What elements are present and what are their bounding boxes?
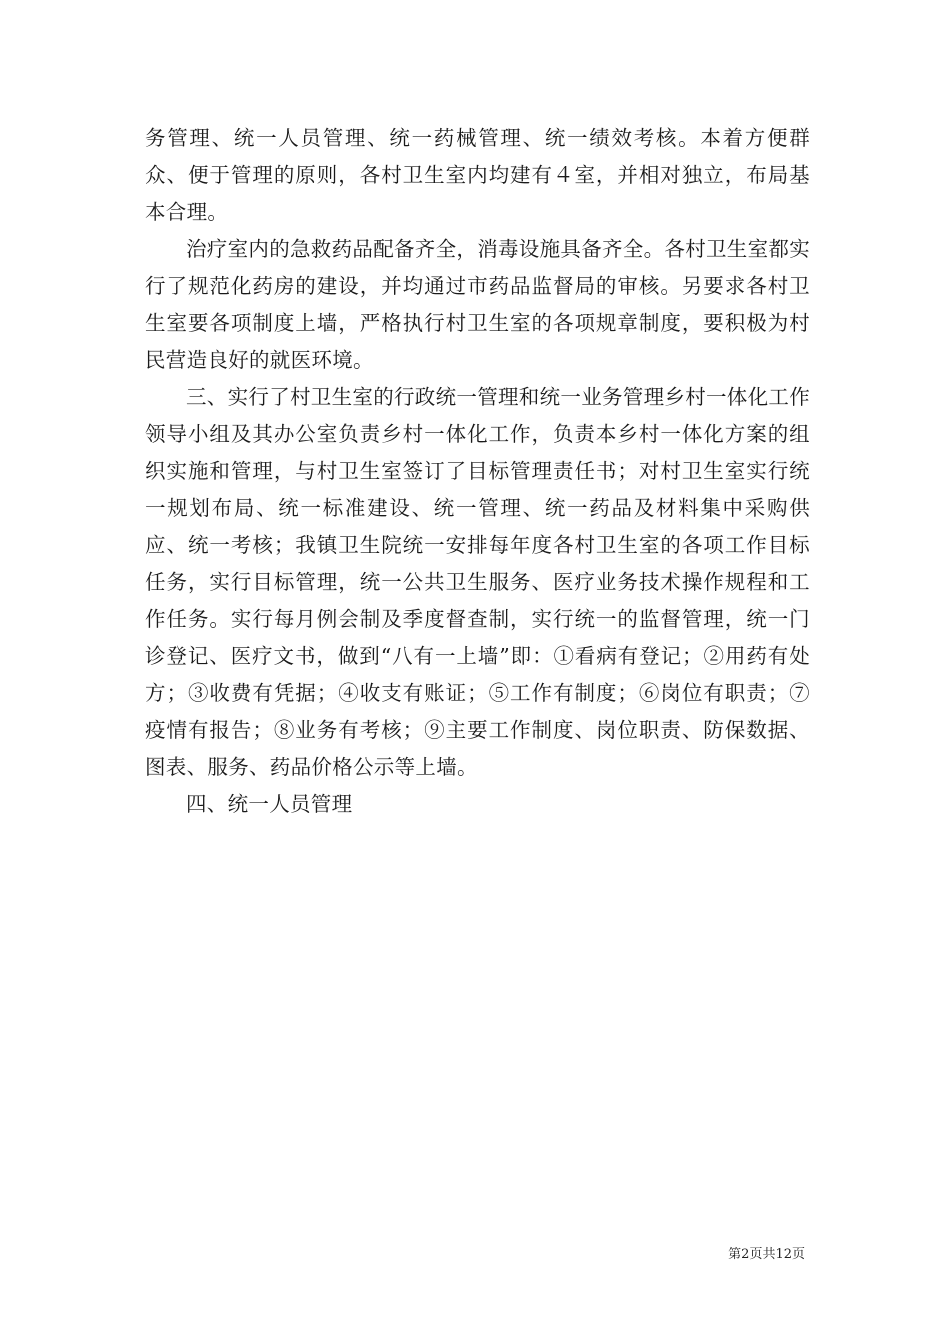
- paragraph-4-heading: 四、统一人员管理: [186, 792, 353, 816]
- document-body: [145, 120, 810, 823]
- page-number-footer: 第2页共12页: [728, 1247, 805, 1262]
- paragraph-3: 三、实行了村卫生室的行政统一管理和统一业务管理乡村一体化工作领导小组及其办公室负责乡村一体化工作，负责本乡村一体化方案的组织实施和管理，与村卫生室签订了目标管理责任书；对村卫生室实行统一规划布局、统一标准建设、统一管理、统一药品及材料集中采购供应、统一考核；我镇卫生院统一安排每年度各村卫生室的各项工作目标任务，实行目标管理，统一公共卫生服务、医疗业务技术操作规程和工作任务。实行每月例会制及季度督查制，实行统一的监督管理，统一门诊登记、医疗文书，做到“八有一上墙”即：①看病有登记；②用药有处方；③收费有凭据；④收支有账证；⑤工作有制度；⑥岗位有职责；⑦疫情有报告；⑧业务有考核；⑨主要工作制度、岗位职责、防保数据、图表、服务、药品价格公示等上墙。: [145, 385, 810, 779]
- paragraph-1: 务管理、统一人员管理、统一药械管理、统一绩效考核。本着方便群众、便于管理的原则，各村卫生室内均建有４室，并相对独立，布局基本合理。: [145, 126, 810, 224]
- paragraph-2: 治疗室内的急救药品配备齐全，消毒设施具备齐全。各村卫生室都实行了规范化药房的建设，并均通过市药品监督局的审核。另要求各村卫生室要各项制度上墙，严格执行村卫生室的各项规章制度，要积极为村民营造良好的就医环境。: [145, 237, 810, 372]
